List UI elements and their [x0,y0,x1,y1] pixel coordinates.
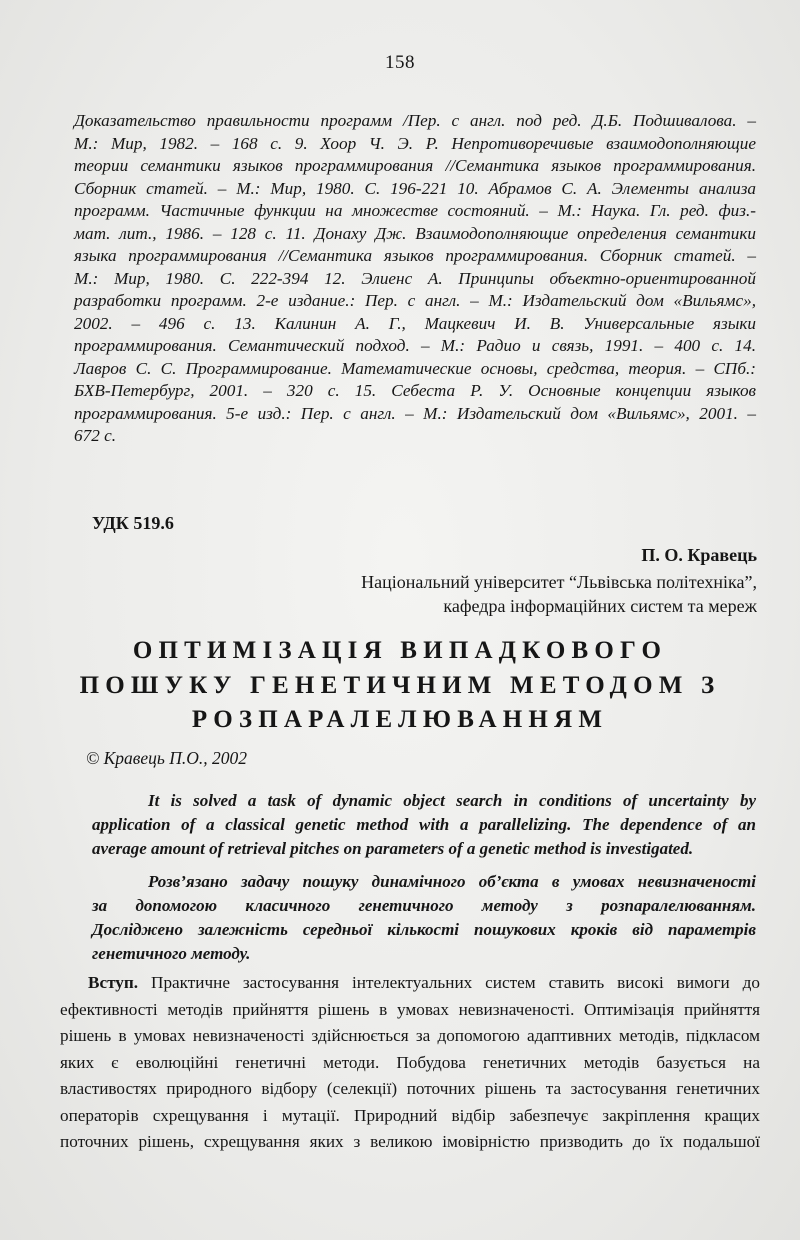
affiliation [277,570,757,618]
title-line: ОПТИМІЗАЦІЯ ВИПАДКОВОГО [132,637,668,664]
body-line [60,970,760,997]
body-line: ефективності методів прийняття рішень в умовах невизначеності. Оптимізація прийняття [60,999,760,1019]
abstract-line: application of a classical genetic method with a parallelizing. The dependence of an [92,815,756,834]
abstract-ukrainian [92,870,756,966]
abstract-line: за допомогою класичного генетичного методу з розпаралелюванням. [92,896,756,915]
title-line: РОЗПАРАЛЕЛЮВАННЯМ [191,706,609,733]
reference-line: программ. Частичные функции на множестве состояний. – М.: Наука. Гл. ред. физ.- [74,201,756,220]
udk-code: УДК 519.6 [92,513,174,533]
reference-line: программирования. Семантический подход. – М.: Радио и связь, 1991. – 400 с. 14. [74,336,756,355]
reference-line: 2002. – 496 с. 13. Калинин А. Г., Мацкевич И. В. Универсальные языки [74,313,756,333]
abstract-line: Розв’язано задачу пошуку динамічного об’єкта в умовах невизначеності [148,872,756,891]
reference-line: БХВ-Петербург, 2001. – 320 с. 15. Себеста Р. У. Основные концепции языков [74,381,756,400]
intro-label: Вступ. [88,973,139,992]
reference-line: М.: Мир, 1980. С. 222-394 12. Элиенс А. Принципы объектно-ориентированной [74,268,756,288]
reference-line: мат. лит., 1986. – 128 с. 11. Донаху Дж. Взаимодополняющие определения семантики [74,223,756,243]
affiliation-line: кафедра інформаційних систем та мереж [443,596,757,616]
reference-line: М.: Мир, 1982. – 168 с. 9. Хоор Ч. Э. Р. Непротиворечивые взаимодополняющие [74,133,756,153]
abstract-line: average amount of retrieval pitches on parameters of a genetic method is investigated. [92,839,694,858]
body-text: Практичне застосування інтелектуальних систем ставить високі вимоги до [151,973,760,992]
abstract-english [92,789,756,861]
abstract-line: It is solved a task of dynamic object search in conditions of uncertainty by [148,791,756,810]
page-number: 158 [385,52,415,73]
body-line: яких є еволюційні генетичні методи. Побудова генетичних методів базується на [60,1052,760,1072]
reference-line: Доказательство правильности программ /Пер. с англ. под ред. Д.Б. Подшивалова. – [74,111,756,130]
reference-line: языка программирования //Семантика языков программирования. Сборник статей. – [74,246,756,265]
body-line: операторів схрещування і мутації. Природний відбір забезпечує закріплення кращих [60,1105,760,1125]
reference-line: теории семантики языков программирования //Семантика языков программирования. [74,156,756,175]
body-line: поточних рішень, схрещування яких з великою імовірністю призводить до їх подальшої [60,1132,760,1151]
reference-line: 672 с. [74,426,117,445]
abstract-line: генетичного методу. [92,944,251,963]
affiliation-line: Національний університет “Львівська політехніка”, [361,572,757,592]
title-line: ПОШУКУ ГЕНЕТИЧНИМ МЕТОДОМ З [79,671,721,699]
body-line: рішень в умовах невизначеності здійснюється за допомогою адаптивних методів, підкласом [60,1026,760,1045]
reference-line: Сборник статей. – М.: Мир, 1980. С. 196-221 10. Абрамов С. А. Элементы анализа [74,178,756,198]
introduction-section [60,970,760,1156]
author-name: П. О. Кравець [641,545,757,565]
abstract-line: Досліджено залежність середньої кількості пошукових кроків від параметрів [92,920,756,939]
body-line: властивостях природного відбору (селекції) поточних рішень та застосування генетичних [60,1079,760,1098]
references-block [74,110,756,448]
reference-line: Лавров С. С. Программирование. Математические основы, средства, теория. – СПб.: [74,358,756,378]
reference-line: разработки программ. 2-е издание.: Пер. с англ. – М.: Издательский дом «Вильямс», [74,291,756,310]
reference-line: программирования. 5-е изд.: Пер. с англ. – М.: Издательский дом «Вильямс», 2001. – [74,403,756,423]
article-title [40,634,760,738]
copyright-notice: © Кравець П.О., 2002 [86,748,248,768]
